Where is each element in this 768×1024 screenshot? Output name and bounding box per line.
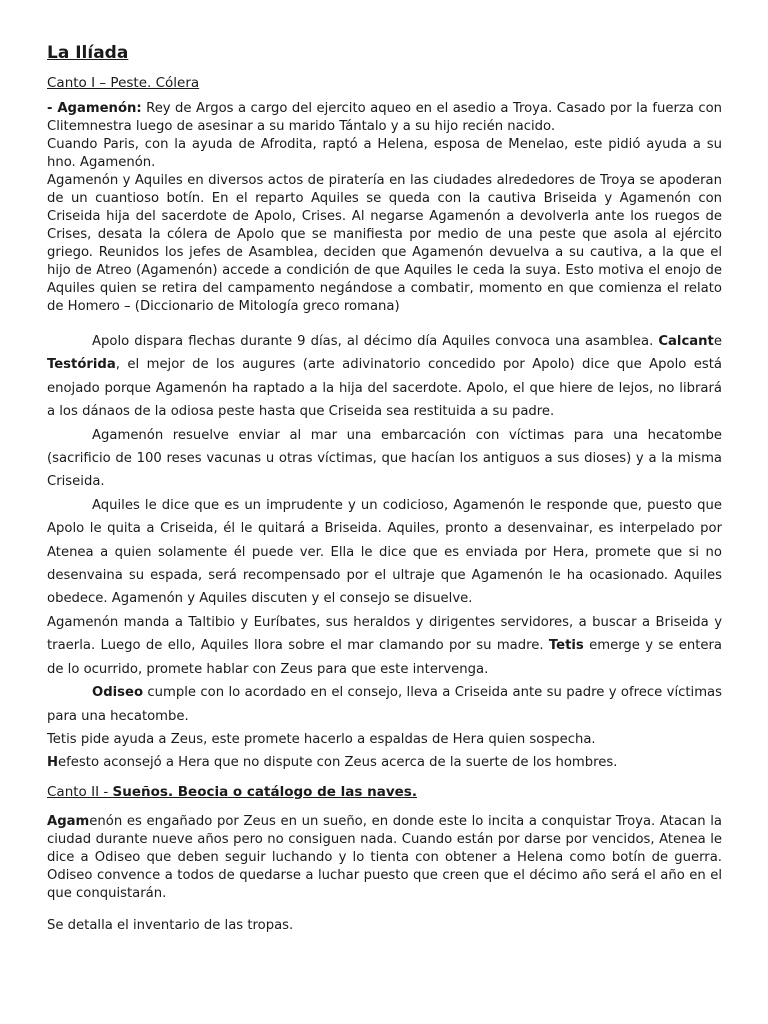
body-paragraph: Odiseo cumple con lo acordado en el consejo, lleva a Criseida ante su padre y ofrece víctimas para una hecatombe. bbox=[47, 685, 722, 724]
intro-paragraph-paris bbox=[47, 136, 722, 172]
body-paragraph: Tetis pide ayuda a Zeus, este promete hacerlo a espaldas de Hera quien sospecha. bbox=[47, 731, 596, 747]
body-paragraph: Agamenón manda a Taltibio y Euríbates, sus heraldos y dirigentes servidores, a buscar a Briseida y traerla. Luego de ello, Aquiles llora sobre el mar clamando por su madre. Tetis emerge y se entera de lo ocurrido, promete hablar con Zeus para que este intervenga. bbox=[47, 614, 723, 677]
canto-2-heading: Canto II - Sueños. Beocia o catálogo de las naves. bbox=[47, 783, 417, 800]
body-paragraph: Se detalla el inventario de las tropas. bbox=[47, 917, 294, 933]
intro-text: Rey de Argos a cargo del ejercito aqueo en el asedio a Troya. Casado por la fuerza con Clitemnestra luego de asesinar a su marido Tántalo y a su hijo recién nacido. bbox=[47, 101, 723, 134]
agamenon-label: - Agamenón: bbox=[47, 101, 142, 116]
body-paragraph: Agamenón resuelve enviar al mar una embarcación con víctimas para una hecatombe (sacrificio de 100 reses vacunas u otras víctimas, que hacían los antiguos a sus dioses) y a la misma Criseida. bbox=[47, 427, 722, 490]
intro-paragraph-agamenon bbox=[47, 100, 722, 136]
document-title: La Ilíada bbox=[47, 43, 129, 63]
body-paragraph: Aquiles le dice que es un imprudente y un codicioso, Agamenón le responde que, puesto que Apolo le quita a Criseida, él le quitará a Briseida. Aquiles, pronto a desenvainar, es interpelado por Atenea a quien solamente él puede ver. Ella le dice que es enviada por Hera, promete que si no desenvaina su espada, será recompensado por el ultraje que Agamenón le ha ocasionado. Aquiles obedece. Agamenón y Aquiles discuten y el consejo se disuelve. bbox=[47, 497, 722, 607]
canto-2-body bbox=[47, 813, 722, 935]
tetis-name: Tetis bbox=[548, 638, 584, 654]
canto-1-heading: Canto I – Peste. Cólera bbox=[47, 75, 200, 91]
body-paragraph: Agamenón es engañado por Zeus en un sueño, en donde este lo incita a conquistar Troya. Atacan la ciudad durante nueve años pero no consiguen nada. Cuando están por darse por vencidos, Atenea le dice a Odiseo que deben seguir luchando y lo tienta con obtener a Helena como botín de guerra. Odiseo convence a todos de quedarse a luchar puesto que creen que el décimo año será el año en el que conquistarán. bbox=[47, 813, 722, 901]
odiseo-name: Odiseo bbox=[92, 685, 144, 701]
document-page bbox=[47, 42, 722, 935]
agamenon-partial: Agam bbox=[47, 813, 90, 829]
intro-text: Cuando Paris, con la ayuda de Afrodita, raptó a Helena, esposa de Menelao, este pidió ayuda a su hno. Agamenón. bbox=[47, 137, 722, 170]
intro-text: Agamenón y Aquiles en diversos actos de piratería en las ciudades alrededores de Troya se apoderan de un cuantioso botín. En el reparto Aquiles se queda con la cautiva Briseida y Agamenón con Criseida hija del sacerdote de Apolo, Crises. Al negarse Agamenón a devolverla ante los ruegos de Crises, desata la cólera de Apolo que se manifiesta por medio de una peste que asola al ejército griego. Reunidos los jefes de Asamblea, deciden que Agamenón devuelva a su cautiva, a la que el hijo de Atreo (Agamenón) accede a condición de que Aquiles le ceda la suya. Esto motiva el enojo de Aquiles quien se retira del campamento negándose a combatir, momento en que comienza el relato de Homero – (Diccionario de Mitología greco romana) bbox=[47, 173, 722, 314]
testorida-name: Testórida bbox=[47, 357, 116, 373]
calcante-name: Calcant bbox=[658, 334, 714, 349]
body-paragraph: Hefesto aconsejó a Hera que no dispute con Zeus acerca de la suerte de los hombres. bbox=[47, 755, 618, 771]
body-paragraph: Apolo dispara flechas durante 9 días, al décimo día Aquiles convoca una asamblea. Calcante Testórida, el mejor de los augures (arte adivinatorio concedido por Apolo) dice que Apolo está enojado porque Agamenón ha raptado a la hija del sacerdote. Apolo, el que hiere de lejos, no librará a los dánaos de la odiosa peste hasta que Criseida sea restituida a su padre. bbox=[47, 334, 722, 420]
hefesto-initial: H bbox=[47, 755, 59, 771]
canto-1-body bbox=[47, 330, 722, 775]
intro-paragraph-pirateria bbox=[47, 172, 722, 316]
canto-1-intro bbox=[47, 100, 722, 316]
